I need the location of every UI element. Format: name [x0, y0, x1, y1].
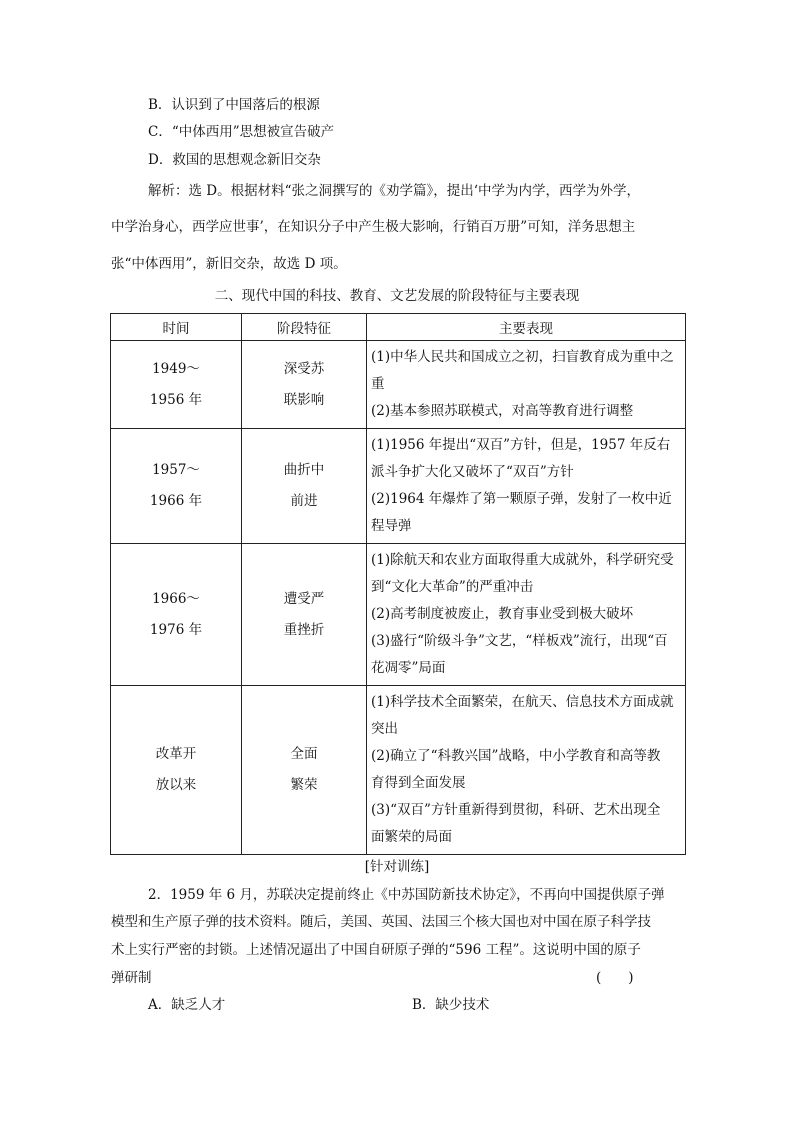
table-row — [111, 429, 686, 544]
header-performance: 主要表现 — [367, 314, 686, 341]
training-title: [针对训练] — [364, 859, 430, 875]
table-row — [111, 544, 686, 686]
option-b2: B．缺少技术 — [412, 997, 490, 1013]
option-a: A．缺乏人才 — [148, 997, 226, 1013]
question2-line-4: 弹研制 — [111, 970, 152, 986]
performance-cell: (1)中华人民共和国成立之初，扫盲教育成为重中之 重 (2)基本参照苏联模式，对高等教育进行调整 — [367, 341, 686, 429]
feature-cell: 遭受严 重挫折 — [242, 544, 367, 686]
analysis-line-2: 中学治身心，西学应世事’，在知识分子中产生极大影响，行销百万册”可知，洋务思想主 — [111, 219, 636, 235]
table-header-row — [111, 314, 686, 341]
table-row — [111, 686, 686, 855]
time-cell: 1949～ 1956 年 — [111, 341, 242, 429]
question2-line-2: 模型和生产原子弹的技术资料。随后，美国、英国、法国三个核大国也对中国在原子科学技 — [111, 914, 651, 930]
table-row — [111, 341, 686, 429]
performance-cell: (1)科学技术全面繁荣，在航天、信息技术方面成就 突出 (2)确立了“科教兴国”战略，中小学教育和高等教 育得到全面发展 (3)“双百”方针重新得到贯彻，科研、艺术出现全 面繁荣的局面 — [367, 686, 686, 855]
header-feature: 阶段特征 — [242, 314, 367, 341]
performance-cell: (1)1956 年提出“双百”方针，但是，1957 年反右 派斗争扩大化又破坏了“双百”方针 (2)1964 年爆炸了第一颗原子弹，发射了一枚中近 程导弹 — [367, 429, 686, 544]
time-cell: 1957～ 1966 年 — [111, 429, 242, 544]
analysis-line-1: 解析：选 D。根据材料“张之洞撰写的《劝学篇》，提出‘中学为内学，西学为外学， — [148, 183, 641, 199]
feature-cell: 深受苏 联影响 — [242, 341, 367, 429]
option-c: C．“中体西用”思想被宣告破产 — [148, 124, 335, 140]
feature-cell: 曲折中 前进 — [242, 429, 367, 544]
time-cell: 1966～ 1976 年 — [111, 544, 242, 686]
time-cell: 改革开 放以来 — [111, 686, 242, 855]
analysis-line-3: 张“中体西用”，新旧交杂，故选 D 项。 — [111, 256, 347, 272]
feature-cell: 全面 繁荣 — [242, 686, 367, 855]
option-d: D．救国的思想观念新旧交杂 — [148, 152, 321, 168]
option-b: B．认识到了中国落后的根源 — [148, 97, 320, 113]
section-title: 二、现代中国的科技、教育、文艺发展的阶段特征与主要表现 — [214, 288, 580, 304]
question2-line-3: 术上实行严密的封锁。上述情况逼出了中国自研原子弹的“596 工程”。这说明中国的原子 — [111, 942, 641, 958]
question2-line-1: 2．1959 年 6 月，苏联决定提前终止《中苏国防新技术协定》，不再向中国提供原子弹 — [148, 887, 665, 903]
header-time: 时间 — [111, 314, 242, 341]
answer-bracket: ( ) — [596, 970, 634, 986]
stages-table — [110, 313, 686, 855]
performance-cell: (1)除航天和农业方面取得重大成就外，科学研究受 到“文化大革命”的严重冲击 (2)高考制度被废止，教育事业受到极大破坏 (3)盛行“阶级斗争”文艺，“样板戏”流行，出现“百 花凋零”局面 — [367, 544, 686, 686]
